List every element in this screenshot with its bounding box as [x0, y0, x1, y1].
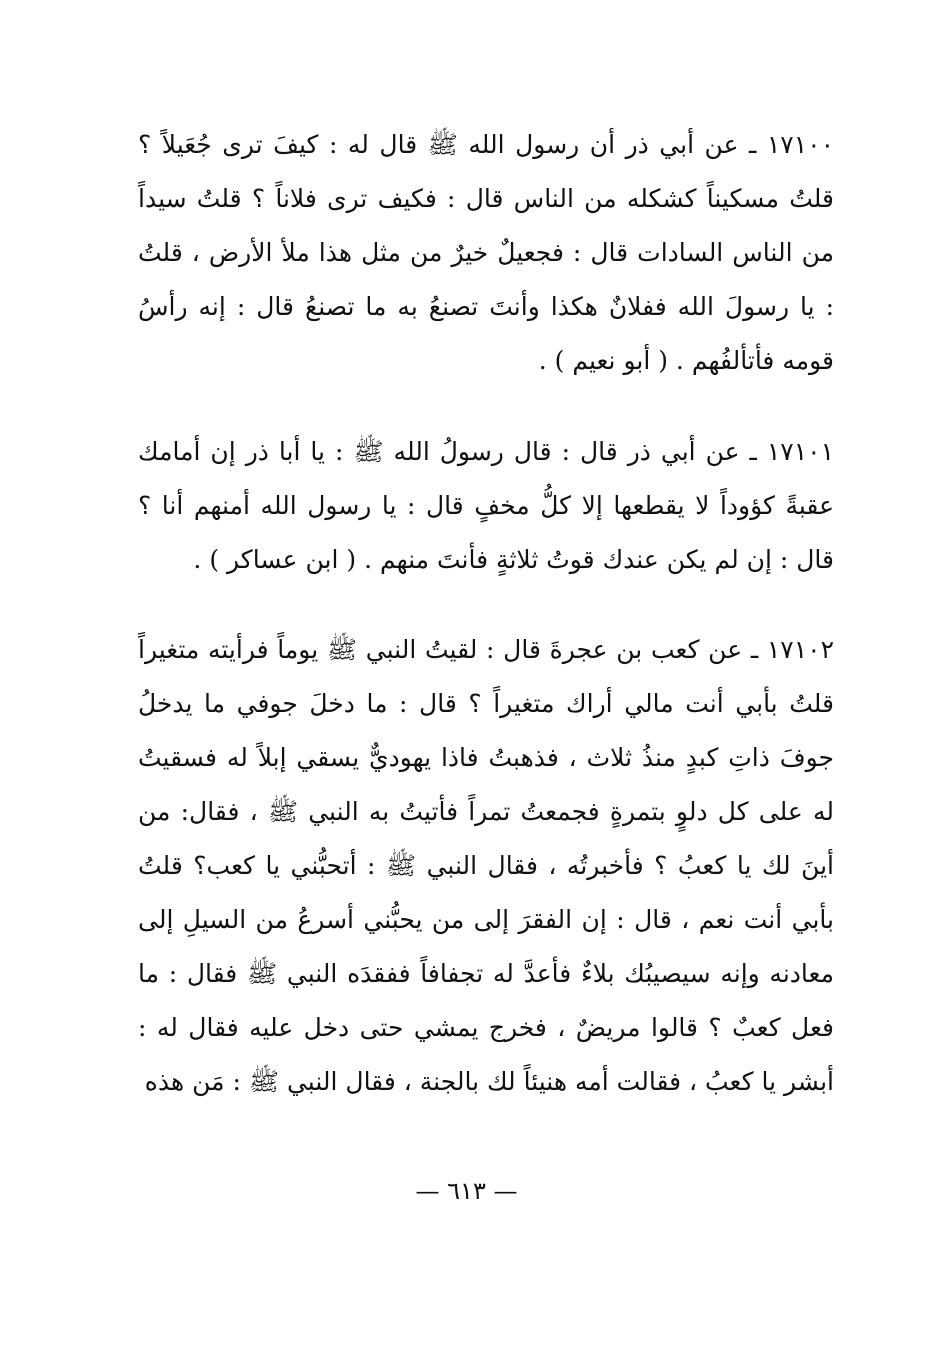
- hadith-17100-paragraph: ١٧١٠٠ ـ عن أبي ذر أن رسول الله ﷺ قال له : كيفَ ترى جُعَيلاً ؟ قلتُ مسكيناً كشكله من الناس قال : فكيف ترى فلاناً ؟ قلتُ سيداً من الناس السادات قال : فجعيلٌ خيرٌ من مثل هذا ملأ الأرض ، قلتُ : يا رسولَ الله ففلانٌ هكذا وأنتَ تصنعُ به ما تصنعُ قال : إنه رأسُ قومه فأتألفُهم . ( أبو نعيم ) .: [138, 130, 834, 375]
- hadith-17102-paragraph: ١٧١٠٢ ـ عن كعب بن عجرةَ قال : لقيتُ النبي ﷺ يوماً فرأيته متغيراً قلتُ بأبي أنت مالي أراك متغيراً ؟ قال : ما دخلَ جوفي ما يدخلُ جوفَ ذاتِ كبدٍ منذُ ثلاث ، فذهبتُ فاذا يهوديٌّ يسقي إبلاً له فسقيتُ له على كل دلوٍ بتمرةٍ فجمعتُ تمراً فأتيتُ به النبي ﷺ ، فقال: من أينَ لك يا كعبُ ؟ فأخبرتُه ، فقال النبي ﷺ : أتحبُّني يا كعب؟ قلتُ بأبي أنت نعم ، قال : إن الفقرَ إلى من يحبُّني أسرعُ من السيلِ إلى معادنه وإنه سيصيبُك بلاءٌ فأعدَّ له تجفافاً ففقدَه النبي ﷺ فقال : ما فعل كعبٌ ؟ قالوا مريضٌ ، فخرج يمشي حتى دخل عليه فقال له : أبشر يا كعبُ ، فقالت أمه هنيئاً لك بالجنة ، فقال النبي ﷺ : مَن هذه: [138, 635, 834, 1096]
- page-number: — ٦١٣ —: [415, 1177, 518, 1205]
- hadith-17101-paragraph: ١٧١٠١ ـ عن أبي ذر قال : قال رسولُ الله ﷺ : يا أبا ذر إن أمامك عقبةً كؤوداً لا يقطعها إلا كلُّ مخفٍ قال : يا رسول الله أمنهم أنا ؟ قال : إن لم يكن عندك قوتُ ثلاثةٍ فأنتَ منهم . ( ابن عساكر ) .: [138, 437, 834, 574]
